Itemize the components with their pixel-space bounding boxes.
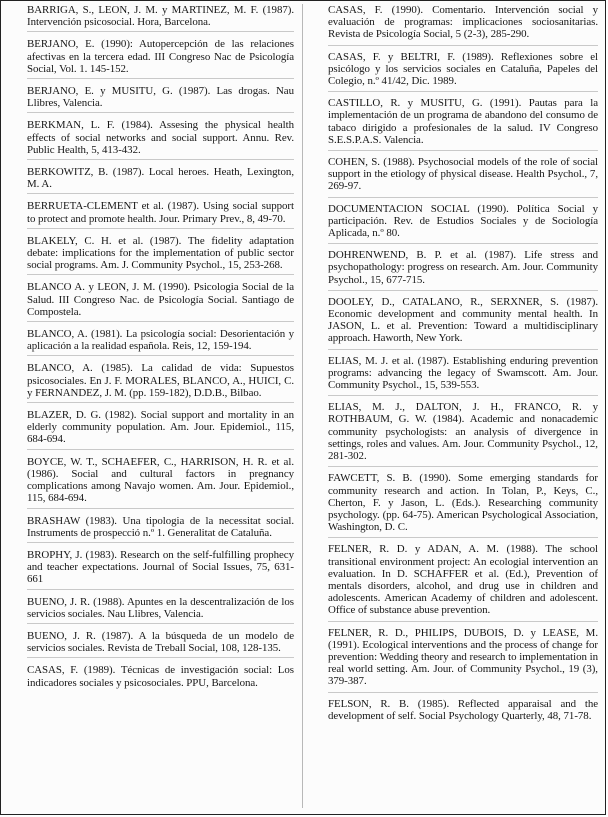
reference-entry: BLAZER, D. G. (1982). Social support and mortality in an elderly community population. Am. Jour. Epidemiol., 115, 684-694. [27, 409, 294, 450]
reference-entry: BERJANO, E. (1990): Autopercepción de las relaciones afectivas en la tercera edad. III Congreso Nac de Psicología Social, Vol. 1. 145-152. [27, 38, 294, 79]
reference-entry: ELIAS, M. J. et al. (1987). Establishing enduring prevention programs: advancing the legacy of Swamscott. Am. Jour. Community Psychol., 15, 539-553. [328, 355, 598, 397]
reference-entry: BERKMAN, L. F. (1984). Assesing the physical health effects of social networks and social support. Annu. Rev. Public Health, 5, 413-432. [27, 119, 294, 160]
reference-entry: BERKOWITZ, B. (1987). Local heroes. Heath, Lexington, M. A. [27, 166, 294, 194]
reference-entry: BERJANO, E. y MUSITU, G. (1987). Las drogas. Nau Llibres, Valencia. [27, 85, 294, 113]
reference-entry: FAWCETT, S. B. (1990). Some emerging standards for community research and action. In Tolan, P., Keys, C., Cherton, F. y Jason, L. (Eds.). Researching community psychology. (pp. 64-75). American Psychological Association, Washington, D. C. [328, 472, 598, 538]
reference-entry: BLAKELY, C. H. et al. (1987). The fidelity adaptation debate: implications for the implementation of public sector social programs. Am. J. Community Psychol., 15, 253-268. [27, 235, 294, 276]
reference-entry: BUENO, J. R. (1987). A la búsqueda de un modelo de servicios sociales. Revista de Treball Social, 108, 128-135. [27, 630, 294, 658]
reference-entry: COHEN, S. (1988). Psychosocial models of the role of social support in the etiology of physical disease. Health Psychol., 7, 269-97. [328, 156, 598, 198]
reference-entry: DOCUMENTACION SOCIAL (1990). Política Social y participación. Rev. de Estudios Sociales y de Sociología Aplicada, n.º 80. [328, 203, 598, 245]
right-reference-column [328, 4, 598, 808]
reference-entry: DOOLEY, D., CATALANO, R., SERXNER, S. (1987). Economic development and community mental health. In JASON, L. et al. Prevention: Toward a multidisciplinary approach. Haworth, New York. [328, 296, 598, 350]
reference-entry: FELNER, R. D. y ADAN, A. M. (1988). The school transitional environment project: An ecologial intervention an evaluation. In D. SCHAFFER et al. (Ed.), Prevention of mentals disorders, alcohol, and drug use in children and adolescents. American Academy of children and adolescent. Office of substance abuse prevention. [328, 543, 598, 621]
reference-entry: DOHRENWEND, B. P. et al. (1987). Life stress and psychopathology: progress on research. Am. Jour. Community Psychol., 15, 677-715. [328, 249, 598, 291]
reference-entry: BOYCE, W. T., SCHAEFER, C., HARRISON, H. R. et al. (1986). Social and cultural factors in pregnancy complications among Navajo women. Am. Jour. Epidemiol., 115, 684-694. [27, 456, 294, 509]
reference-entry: CASAS, F. (1989). Técnicas de investigación social: Los indicadores sociales y psicosociales. PPU, Barcelona. [27, 664, 294, 689]
reference-entry: BERRUETA-CLEMENT et al. (1987). Using social support to protect and promote health. Jour. Primary Prev., 8, 49-70. [27, 200, 294, 228]
reference-entry: BLANCO, A. (1985). La calidad de vida: Supuestos psicosociales. En J. F. MORALES, BLANCO, A., HUICI, C. y FERNANDEZ, J. M. (pp. 159-182), D.D.B., Bilbao. [27, 362, 294, 403]
reference-entry: BARRIGA, S., LEON, J. M. y MARTINEZ, M. F. (1987). Intervención psicosocial. Hora, Barcelona. [27, 4, 294, 32]
reference-entry: FELSON, R. B. (1985). Reflected apparaisal and the development of self. Social Psychology Quarterly, 48, 71-78. [328, 697, 598, 722]
reference-entry: CASAS, F. (1990). Comentario. Intervención social y evaluación de programas: implicaciones sociosanitarias. Revista de Psicología Social, 5 (2-3), 285-290. [328, 4, 598, 46]
reference-entry: BLANCO, A. (1981). La psicología social: Desorientación y aplicación a la realidad española. Reis, 12, 159-194. [27, 328, 294, 356]
reference-entry: BUENO, J. R. (1988). Apuntes en la descentralización de los servicios sociales. Nau Llibres, Valencia. [27, 596, 294, 624]
reference-entry: BROPHY, J. (1983). Research on the self-fulfilling prophecy and teacher expectations. Journal of Social Issues, 75, 631-661 [27, 549, 294, 590]
left-reference-column [27, 4, 303, 808]
reference-entry: BLANCO A. y LEON, J. M. (1990). Psicologia Social de la Salud. III Congreso Nac. de Psicología Social. Santiago de Compostela. [27, 281, 294, 322]
reference-entry: CASTILLO, R. y MUSITU, G. (1991). Pautas para la implementación de un programa de abandono del consumo de tabaco dirigido a profesionales de la salud. IV Congreso S.E.S.P.A.S. Valencia. [328, 97, 598, 151]
reference-entry: CASAS, F. y BELTRI, F. (1989). Reflexiones sobre el psicólogo y los servicios sociales en Cataluña, Papeles del Colegio, n.º 41/42, Dic. 1989. [328, 51, 598, 93]
reference-entry: FELNER, R. D., PHILIPS, DUBOIS, D. y LEASE, M. (1991). Ecological interventions and the process of change for prevention: Wedding theory and research to implementation in real world setting. Am. Jour. of Community Psychol., 19 (3), 379-387. [328, 627, 598, 693]
reference-entry: ELIAS, M. J., DALTON, J. H., FRANCO, R. y ROTHBAUM, G. W. (1984). Academic and nonacademic community psychologists: an analysis of divergence in settings, roles and values. Am. Jour. Community Psychol., 12, 281-302. [328, 401, 598, 467]
reference-entry: BRASHAW (1983). Una tipologia de la necessitat social. Instruments de prospecció n.º 1. Generalitat de Cataluña. [27, 515, 294, 543]
